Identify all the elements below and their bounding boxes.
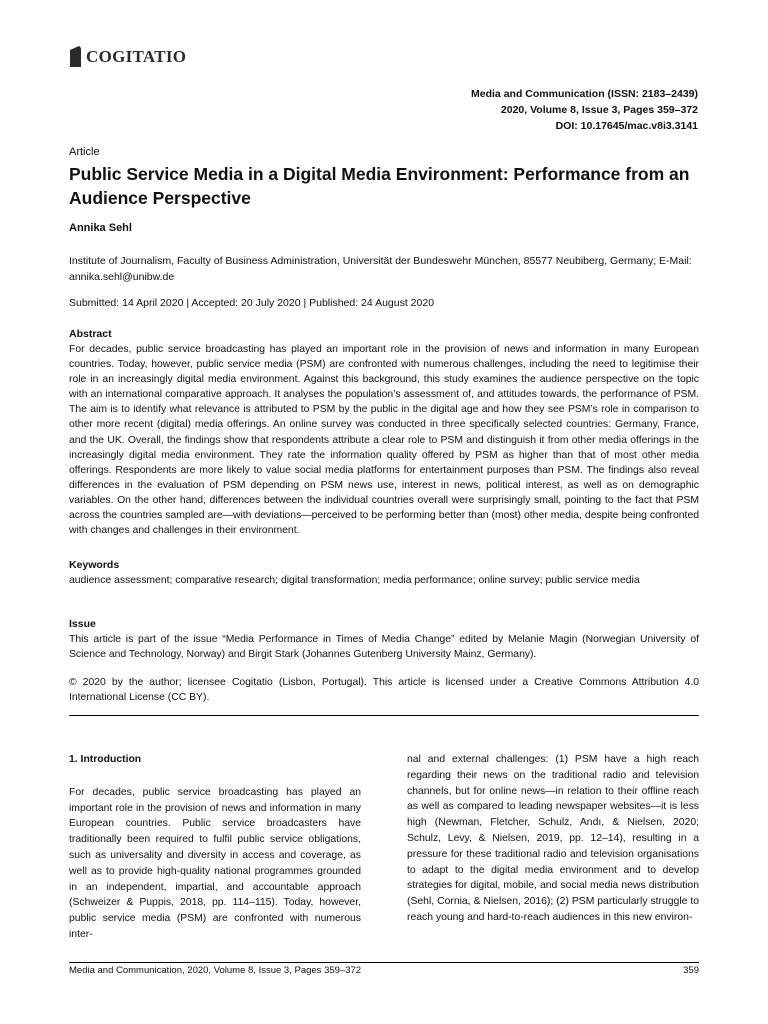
body-column-right bbox=[407, 752, 699, 926]
journal-volume: 2020, Volume 8, Issue 3, Pages 359–372 bbox=[500, 104, 698, 116]
page-footer bbox=[69, 965, 699, 976]
keywords-heading: Keywords bbox=[69, 559, 120, 571]
keywords-text: audience assessment; comparative research; digital transformation; media performance; online survey; public service media bbox=[69, 575, 640, 586]
journal-issn: Media and Communication (ISSN: 2183–2439) bbox=[471, 88, 698, 100]
license-statement bbox=[69, 675, 699, 705]
footer-divider bbox=[69, 962, 699, 963]
page-number: 359 bbox=[683, 965, 699, 976]
body-paragraph-left: For decades, public service broadcasting has played an important role in the provision of news and information in many European countries. Public service broadcasters have traditionally been required to fulfil public service obligations, such as universality and diversity in access and coverage, as well as to provide high-quality national programmes grounded in an independent, impartial, and accountable approach (Schweizer & Puppis, 2018, pp. 114–115). Today, however, public service media (PSM) are confronted with numerous inter- bbox=[69, 786, 361, 940]
publication-dates: Submitted: 14 April 2020 | Accepted: 20 July 2020 | Published: 24 August 2020 bbox=[69, 297, 435, 309]
abstract-heading: Abstract bbox=[69, 328, 112, 340]
issue-heading: Issue bbox=[69, 618, 96, 630]
logo-mark-icon bbox=[69, 45, 82, 69]
article-type-label: Article bbox=[69, 146, 100, 158]
issue-text: This article is part of the issue “Media Performance in Times of Media Change” edited by Melanie Magin (Norwegian University of Science and Technology, Norway) and Birgit Stark (Johannes Gutenberg University Mainz, Germany). bbox=[69, 634, 699, 661]
footer-citation: Media and Communication, 2020, Volume 8, Issue 3, Pages 359–372 bbox=[69, 965, 362, 976]
header-divider bbox=[69, 715, 699, 716]
abstract-section bbox=[69, 327, 699, 538]
issue-section bbox=[69, 617, 699, 662]
publisher-logo bbox=[69, 45, 186, 69]
journal-info bbox=[471, 86, 698, 134]
body-paragraph-right: nal and external challenges: (1) PSM have a high reach regarding their news on the traditional radio and television channels, but for online news—in relation to their offline reach as well as compared to leading newspaper websites—it is less high (Newman, Fletcher, Schulz, Andı, & Nielsen, 2020; Schulz, Levy, & Nielsen, 2019, pp. 12–14), resulting in a pressure for these traditional radio and television organisations to adapt to the digital media environment and to develop strategies for digital, mobile, and social media news distribution (Sehl, Cornia, & Nielsen, 2016); (2) PSM particularly struggle to reach young and hard-to-reach audiences in this new environ- bbox=[407, 754, 699, 923]
article-title: Public Service Media in a Digital Media Environment: Performance from an Audience Perspective bbox=[69, 164, 690, 208]
logo-text: COGITATIO bbox=[86, 47, 187, 66]
introduction-heading: 1. Introduction bbox=[69, 754, 142, 765]
abstract-text: For decades, public service broadcasting has played an important role in the provision of news and information in many European countries. Today, however, public service media (PSM) are confronted with numerous challenges, including the need to legitimise their role in an increasingly digital media environment. Against this background, this study examines the audience perspective on the topic with an international comparative approach. It analyses the population’s assessment of, and attitudes towards, the performance of PSM. The aim is to identify what relevance is attributed to PSM by the public in the digital age and how they see PSM’s role in comparison to other more recent (digital) media offerings. An online survey was conducted in three specifically selected countries: Germany, France, and the UK. Overall, the findings show that respondents attribute a clear role to PSM and distinguish it from other media offerings in the increasingly digital media environment. They rate the information quality offered by PSM as higher than that of most other media offerings. Respondents are more likely to value social media platforms for entertainment purposes than PSM. The findings also reveal differences in the evaluation of PSM depending on PSM news use, interest in news, political interest, as well as on demographic variables. On the other hand, differences between the individual countries overall were surprisingly small, pointing to the fact that PSM across the countries sampled are—with deviations—perceived to be performing better than (most) other media, despite being confronted with changes and challenges in their environment. bbox=[69, 344, 699, 537]
journal-doi[interactable]: DOI: 10.17645/mac.v8i3.3141 bbox=[555, 120, 698, 132]
license-text: © 2020 by the author; licensee Cogitatio (Lisbon, Portugal). This article is licensed under a Creative Commons Attribution 4.0 International License (CC BY). bbox=[69, 677, 699, 704]
author-name: Annika Sehl bbox=[69, 222, 132, 234]
body-column-left bbox=[69, 752, 361, 943]
keywords-section bbox=[69, 558, 699, 588]
author-affiliation: Institute of Journalism, Faculty of Business Administration, Universität der Bundeswehr München, 85577 Neubiberg, Germany; E-Mail: annika.sehl@unibw.de bbox=[69, 255, 692, 283]
